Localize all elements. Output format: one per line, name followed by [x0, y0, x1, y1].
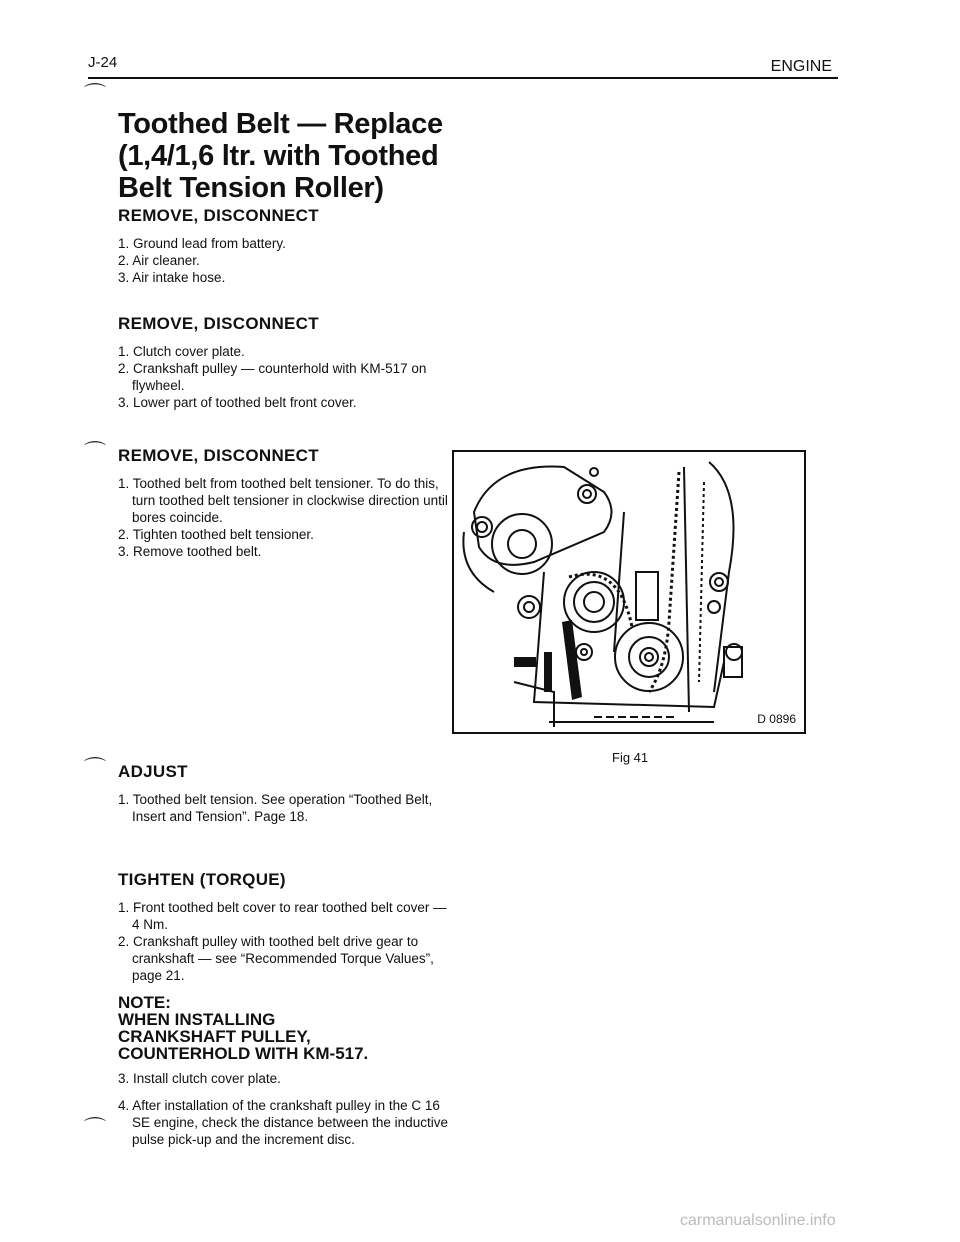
- page-title: Toothed Belt — Replace (1,4/1,6 ltr. with Toothed Belt Tension Roller): [118, 108, 443, 204]
- list-item: 1. Clutch cover plate.: [118, 344, 245, 359]
- watermark: carmanualsonline.info: [680, 1212, 836, 1229]
- list-item: 4. After installation of the crankshaft pulley in the C 16 SE engine, check the distance between the inductive pulse pick-up and the increment disc.: [118, 1098, 448, 1147]
- punch-hole-mark: ⌒: [84, 440, 107, 465]
- section-title: ENGINE: [770, 58, 832, 75]
- section-heading: REMOVE, DISCONNECT: [118, 206, 319, 225]
- section-heading: ADJUST: [118, 762, 188, 781]
- header-rule: [88, 77, 838, 79]
- list-item: 1. Toothed belt tension. See operation “Toothed Belt, Insert and Tension”. Page 18.: [118, 792, 433, 824]
- list-item: 3. Lower part of toothed belt front cover.: [118, 395, 357, 410]
- punch-hole-mark: ⌒: [84, 756, 107, 781]
- list-item: 2. Air cleaner.: [118, 253, 200, 268]
- list-item: 2. Tighten toothed belt tensioner.: [118, 527, 314, 542]
- section-adjust: [118, 762, 448, 825]
- section-heading: REMOVE, DISCONNECT: [118, 446, 319, 465]
- section-remove-1: [118, 206, 448, 286]
- list-item: 1. Toothed belt from toothed belt tensioner. To do this, turn toothed belt tensioner in clockwise direction until bores coincide.: [118, 476, 448, 525]
- list-item: 2. Crankshaft pulley with toothed belt drive gear to crankshaft — see “Recommended Torque Values”, page 21.: [118, 934, 434, 983]
- section-remove-2: [118, 314, 448, 411]
- list-item: 1. Ground lead from battery.: [118, 236, 286, 251]
- toothed-belt-illustration: [454, 452, 804, 732]
- punch-hole-mark: ⌒: [84, 1116, 107, 1141]
- list-item: 2. Crankshaft pulley — counterhold with KM-517 on flywheel.: [118, 361, 427, 393]
- section-heading: TIGHTEN (TORQUE): [118, 870, 286, 889]
- page-number: J-24: [88, 54, 118, 71]
- figure-caption: Fig 41: [612, 750, 649, 765]
- list-item: 3. Remove toothed belt.: [118, 544, 262, 559]
- list-item: 1. Front toothed belt cover to rear toothed belt cover — 4 Nm.: [118, 900, 447, 932]
- section-remove-3: [118, 446, 448, 560]
- list-item: 3. Install clutch cover plate.: [118, 1071, 281, 1086]
- list-item: 3. Air intake hose.: [118, 270, 226, 285]
- figure-code: D 0896: [757, 712, 796, 726]
- engine-diagram-figure: [452, 450, 806, 734]
- section-tighten: [118, 870, 448, 1148]
- note-block: NOTE: WHEN INSTALLING CRANKSHAFT PULLEY, COUNTERHOLD WITH KM-517.: [118, 993, 369, 1063]
- section-heading: REMOVE, DISCONNECT: [118, 314, 319, 333]
- punch-hole-mark: ⌒: [84, 82, 107, 107]
